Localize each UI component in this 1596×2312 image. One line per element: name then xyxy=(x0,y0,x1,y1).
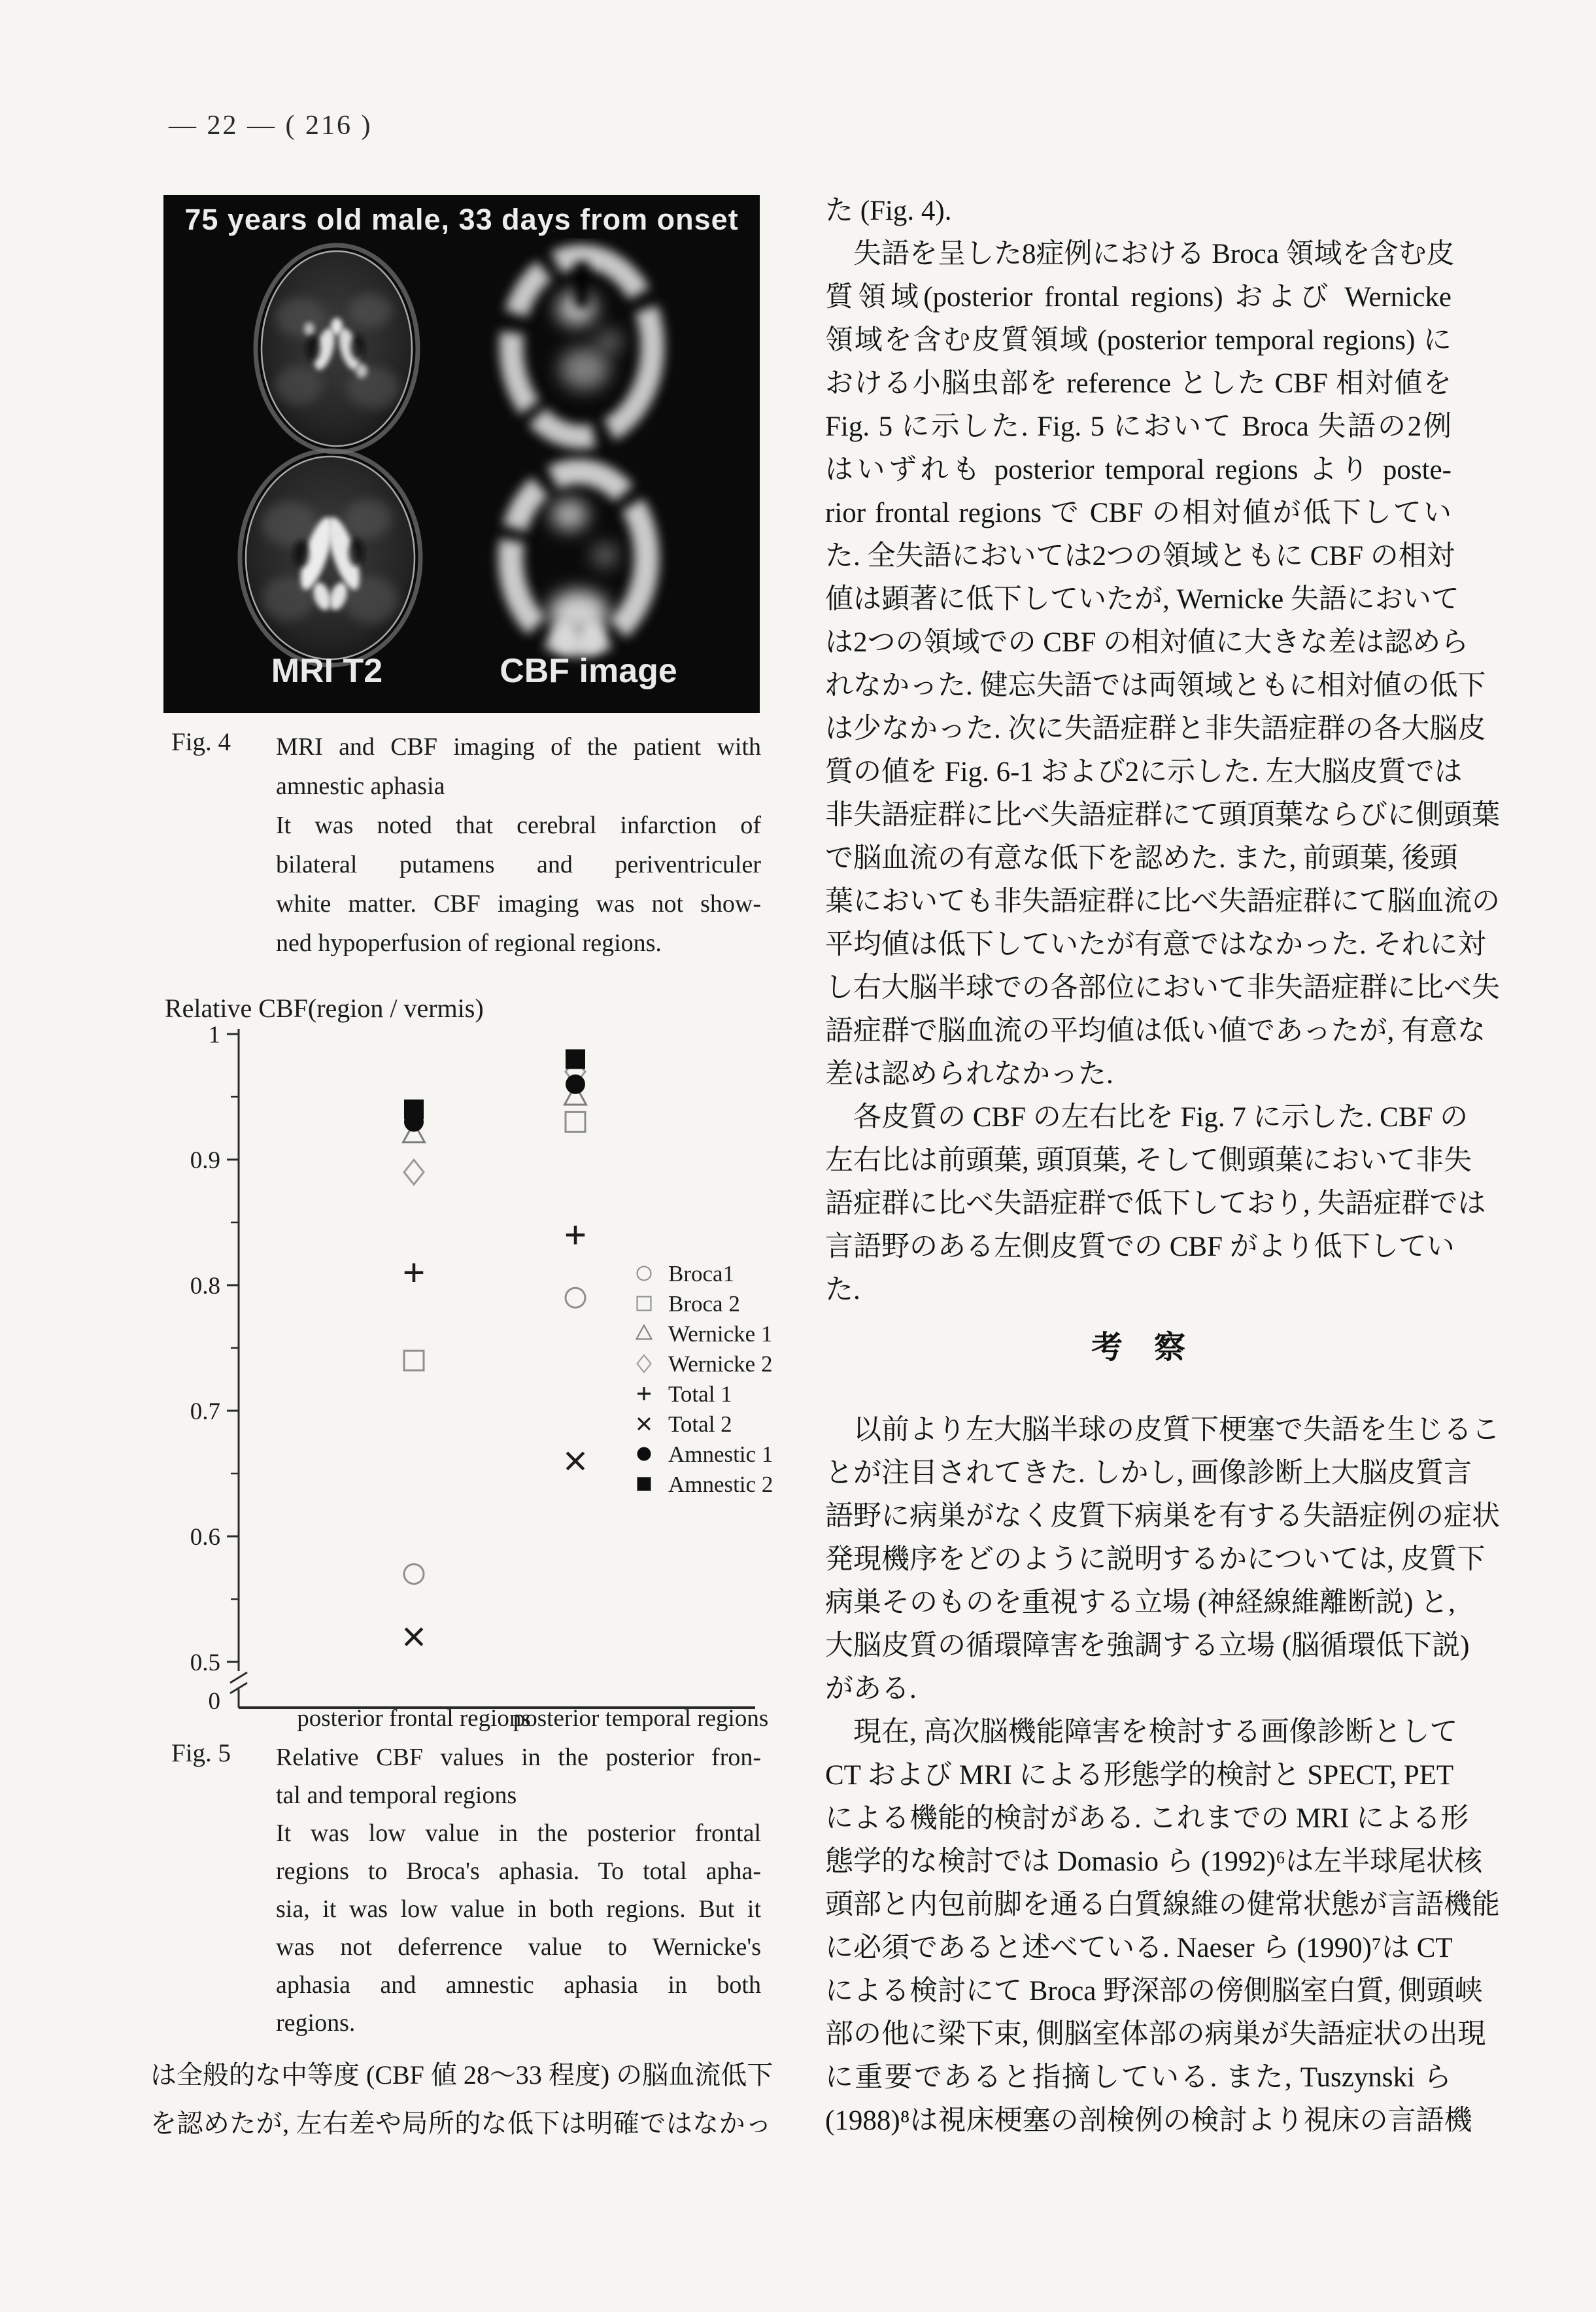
right-column-text-upper-line-2: 質領域(posterior frontal regions) および Wernicke xyxy=(825,282,1452,313)
right-column-text-upper-line-15: で脳血流の有意な低下を認めた. また, 前頭葉, 後頭 xyxy=(825,843,1458,874)
figure4-caption-text-line-0: MRI and CBF imaging of the patient with xyxy=(276,733,761,761)
right-column-text-upper-line-7: rior frontal regions で CBF の相対値が低下してい xyxy=(825,498,1452,528)
right-column-text-upper-line-17: 平均値は低下していたが有意ではなかった. それに対 xyxy=(825,929,1486,960)
data-point-amnestic-2 xyxy=(566,1049,585,1069)
right-column-text-upper-line-25: た. xyxy=(825,1275,860,1305)
figure5-caption-text-line-6: aphasia and amnestic aphasia in both xyxy=(276,1971,761,1999)
right-column-text-lower-line-11: 頭部と内包前脚を通る白質線維の健常状態が言語機能 xyxy=(825,1889,1500,1920)
right-column-text-upper-line-10: は2つの領域での CBF の相対値に大きな差は認めら xyxy=(825,627,1469,658)
right-column-text-upper-line-19: 語症群で脳血流の平均値は低い値であったが, 有意な xyxy=(825,1016,1486,1046)
data-point-broca-2 xyxy=(566,1112,585,1131)
figure5-caption-text-line-5: was not deferrence value to Wernicke's xyxy=(276,1933,761,1961)
figure5-caption-text-line-3: regions to Broca's aphasia. To total apha- xyxy=(276,1857,761,1885)
figure4-photo xyxy=(163,195,760,713)
right-column-text-upper-line-24: 言語野のある左側皮質での CBF がより低下してい xyxy=(825,1232,1455,1262)
figure5-caption-text-line-2: It was low value in the posterior frontal xyxy=(276,1820,761,1847)
y-tick-label: 0.8 xyxy=(190,1273,220,1300)
right-column-text-lower-line-5: 大脳皮質の循環障害を強調する立場 (脳循環低下説) xyxy=(825,1630,1470,1661)
figure5-caption xyxy=(171,1738,760,2042)
figure4-caption-text-line-5: ned hypoperfusion of regional regions. xyxy=(276,929,662,957)
figure4-caption-text-line-3: bilateral putamens and periventriculer xyxy=(276,851,761,878)
right-column-text-lower-line-1: とが注目されてきた. しかし, 画像診断上大脳皮質言 xyxy=(825,1458,1472,1489)
figure5-caption-text-line-7: regions. xyxy=(276,2009,356,2037)
right-column-text-upper xyxy=(825,190,1500,1312)
right-column-text-lower-line-9: による機能的検討がある. これまでの MRI による形 xyxy=(825,1803,1469,1834)
right-column-text-lower-line-7: 現在, 高次脳機能障害を検討する画像診断として xyxy=(825,1717,1458,1748)
mri-t2-label: MRI T2 xyxy=(271,652,383,690)
right-column-text-lower-line-16: (1988)⁸は視床梗塞の剖検例の検討より視床の言語機 xyxy=(825,2105,1472,2136)
right-column-text-lower-line-4: 病巣そのものを重視する立場 (神経線維離断説) と, xyxy=(825,1587,1455,1618)
right-column-text-upper-line-16: 葉においても非失語症群に比べ失語症群にて脳血流の xyxy=(825,886,1500,917)
right-column-text-upper-line-1: 失語を呈した8症例における Broca 領域を含む皮 xyxy=(825,239,1455,269)
right-column-text-lower-line-6: がある. xyxy=(825,1674,917,1704)
right-column-text-upper-line-0: た (Fig. 4). xyxy=(825,196,952,226)
right-column-text-lower-line-15: に重要であると指摘している. また, Tuszynski ら xyxy=(825,2062,1452,2093)
right-column-text-upper-line-6: はいずれも posterior temporal regions より poste- xyxy=(825,455,1452,485)
right-column-text-lower-line-14: 部の他に梁下束, 側脳室体部の病巣が失語症状の出現 xyxy=(825,2019,1486,2050)
legend-marker-amnestic-2 xyxy=(637,1477,651,1491)
data-point-total-1 xyxy=(566,1226,585,1245)
figure4-caption-text xyxy=(276,727,761,963)
right-column-text-lower-line-10: 態学的な検討では Domasio ら (1992)⁶は左半球尾状核 xyxy=(825,1846,1483,1877)
right-column-text-upper-line-21: 各皮質の CBF の左右比を Fig. 7 に示した. CBF の xyxy=(825,1102,1469,1133)
right-column-text-upper-line-13: 質の値を Fig. 6-1 および2に示した. 左大脳皮質では xyxy=(825,757,1463,787)
legend-marker-wernicke-1 xyxy=(636,1325,651,1339)
right-column-text-upper-line-8: た. 全失語においては2つの領域ともに CBF の相対 xyxy=(825,541,1455,572)
page-number: — 22 — ( 216 ) xyxy=(169,111,373,141)
left-column-paragraph xyxy=(150,2051,772,2148)
right-column-text-lower-line-3: 発現機序をどのように説明するかについては, 皮質下 xyxy=(825,1544,1486,1575)
figure5-caption-text-line-0: Relative CBF values in the posterior fron- xyxy=(276,1744,761,1771)
data-point-wernicke-2 xyxy=(404,1160,424,1184)
figure4-photo-title: 75 years old male, 33 days from onset xyxy=(184,203,739,236)
chart-title: Relative CBF(region / vermis) xyxy=(165,993,484,1023)
left-column-paragraph-line-1: を認めたが, 左右差や局所的な低下は明確ではなかっ xyxy=(150,2109,772,2138)
data-point-broca1 xyxy=(404,1564,424,1584)
figure4-caption-text-line-1: amnestic aphasia xyxy=(276,772,445,800)
legend-marker-broca1 xyxy=(637,1267,651,1281)
right-column-text-upper-line-22: 左右比は前頭葉, 頭頂葉, そして側頭葉において非失 xyxy=(825,1145,1472,1176)
legend-marker-total-2 xyxy=(638,1418,650,1430)
right-column-text-upper-line-9: 値は顕著に低下していたが, Wernicke 失語において xyxy=(825,584,1459,615)
cbf-lower-slice xyxy=(511,472,647,652)
legend-marker-broca-2 xyxy=(637,1297,651,1311)
legend-label: Broca1 xyxy=(668,1261,735,1286)
axis-break-mark xyxy=(230,1672,247,1683)
right-column-text-upper-line-3: 領域を含む皮質領域 (posterior temporal regions) に xyxy=(825,325,1452,356)
right-column-text-upper-line-14: 非失語症群に比べ失語症群にて頭頂葉ならびに側頭葉 xyxy=(825,800,1500,831)
figure5-chart xyxy=(150,991,915,1736)
figure4-caption-text-line-2: It was noted that cerebral infarction of xyxy=(276,812,761,839)
right-column-text-lower xyxy=(825,1409,1500,2143)
data-point-broca-2 xyxy=(404,1351,424,1370)
legend-marker-total-1 xyxy=(637,1387,651,1400)
scatter-plot xyxy=(150,991,915,1736)
legend-label: Amnestic 2 xyxy=(668,1472,773,1497)
figure5-caption-tag: Fig. 5 xyxy=(171,1739,231,1767)
x-category-label: posterior temporal regions xyxy=(513,1705,769,1732)
right-column-text-upper-line-4: おける小脳虫部を reference とした CBF 相対値を xyxy=(825,368,1452,399)
y-tick-label: 0.5 xyxy=(190,1649,220,1676)
cbf-image-label: CBF image xyxy=(500,652,677,690)
right-column-text-lower-line-2: 語野に病巣がなく皮質下病巣を有する失語症例の症状 xyxy=(825,1501,1500,1532)
figure5-caption-text-line-4: sia, it was low value in both regions. But it xyxy=(276,1895,761,1923)
data-point-total-2 xyxy=(405,1629,422,1646)
legend-label: Broca 2 xyxy=(668,1291,740,1317)
data-point-amnestic-1 xyxy=(566,1075,585,1094)
legend-label: Wernicke 2 xyxy=(668,1351,773,1377)
right-column xyxy=(825,190,1500,2143)
legend-label: Total 1 xyxy=(668,1381,732,1407)
data-point-broca1 xyxy=(566,1288,585,1307)
left-column-paragraph-line-0: は全般的な中等度 (CBF 値 28〜33 程度) の脳血流低下 xyxy=(150,2060,773,2090)
figure4-caption-tag: Fig. 4 xyxy=(171,728,231,756)
right-column-text-upper-line-20: 差は認められなかった. xyxy=(825,1059,1113,1090)
legend-marker-amnestic-1 xyxy=(637,1447,651,1461)
right-column-text-upper-line-11: れなかった. 健忘失語では両領域ともに相対値の低下 xyxy=(825,670,1486,701)
figure5-caption-text-line-1: tal and temporal regions xyxy=(276,1782,517,1809)
y-tick-label: 0.9 xyxy=(190,1147,220,1174)
y-tick-label: 1 xyxy=(208,1022,220,1048)
figure4-caption xyxy=(171,727,760,963)
data-point-total-2 xyxy=(567,1453,584,1470)
right-column-text-lower-line-13: による検討にて Broca 野深部の傍側脳室白質, 側頭峡 xyxy=(825,1976,1483,2007)
y-zero-label: 0 xyxy=(208,1688,220,1715)
right-column-text-upper-line-12: は少なかった. 次に失語症群と非失語症群の各大脳皮 xyxy=(825,714,1486,744)
data-point-amnestic-2 xyxy=(404,1099,424,1119)
right-column-text-lower-line-8: CT および MRI による形態学的検討と SPECT, PET xyxy=(825,1760,1454,1791)
x-category-label: posterior frontal regions xyxy=(297,1705,531,1732)
legend-label: Wernicke 1 xyxy=(668,1321,773,1347)
right-column-text-upper-line-5: Fig. 5 に示した. Fig. 5 において Broca 失語の2例 xyxy=(825,411,1452,442)
y-tick-label: 0.6 xyxy=(190,1524,220,1551)
right-column-text-upper-line-18: し右大脳半球での各部位において非失語症群に比べ失 xyxy=(825,973,1500,1003)
mri-t2-lower-slice xyxy=(240,451,420,665)
right-column-text-lower-line-0: 以前より左大脳半球の皮質下梗塞で失語を生じるこ xyxy=(825,1415,1500,1445)
mri-t2-upper-slice xyxy=(256,245,418,452)
figure5-caption-text xyxy=(276,1738,761,2042)
discussion-heading: 考 察 xyxy=(1091,1330,1185,1365)
y-tick-label: 0.7 xyxy=(190,1398,220,1425)
right-column-text-upper-line-23: 語症群に比べ失語症群で低下しており, 失語症群では xyxy=(825,1188,1486,1219)
legend-label: Amnestic 1 xyxy=(668,1441,773,1467)
brain-scan-graphic xyxy=(163,238,760,713)
data-point-total-1 xyxy=(405,1264,424,1283)
legend-marker-wernicke-2 xyxy=(637,1355,651,1372)
figure4-caption-text-line-4: white matter. CBF imaging was not show- xyxy=(276,890,761,918)
cbf-upper-slice xyxy=(511,256,653,437)
legend-label: Total 2 xyxy=(668,1411,732,1437)
right-column-text-lower-line-12: に必須であると述べている. Naeser ら (1990)⁷は CT xyxy=(825,1933,1453,1963)
